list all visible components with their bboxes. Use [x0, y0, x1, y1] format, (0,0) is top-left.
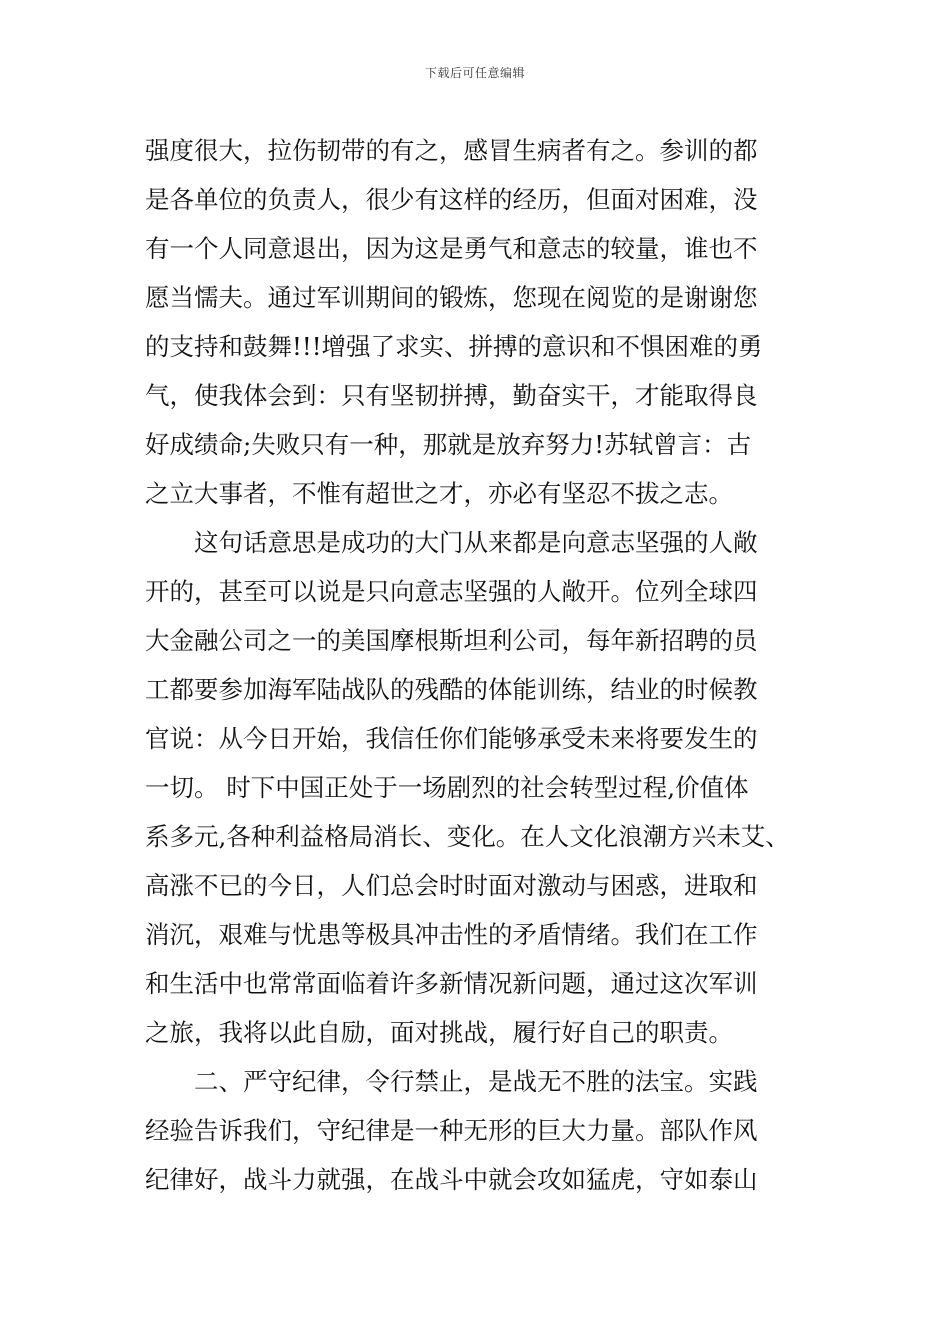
text-line: 消沉，艰难与忧患等极具冲击性的矛盾情绪。我们在工作	[145, 920, 758, 949]
text-line: 气，使我体会到：只有坚韧拼搏，勤奋实干，才能取得良	[145, 381, 758, 410]
text-line: 经验告诉我们，守纪律是一种无形的巨大力量。部队作风	[145, 1116, 758, 1145]
text-line: 开的，甚至可以说是只向意志坚强的人敞开。位列全球四	[145, 577, 758, 606]
text-line: 之立大事者，不惟有超世之才，亦必有坚忍不拔之志。	[145, 479, 733, 508]
text-line: 愿当懦夫。通过军训期间的锻炼，您现在阅览的是谢谢您	[145, 283, 758, 312]
text-line: 之旅，我将以此自励，面对挑战，履行好自己的职责。	[145, 1018, 733, 1047]
text-line: 二、严守纪律，令行禁止，是战无不胜的法宝。实践	[194, 1067, 758, 1096]
text-line: 纪律好，战斗力就强，在战斗中就会攻如猛虎，守如泰山	[145, 1165, 758, 1194]
text-line: 的支持和鼓舞!!!增强了求实、拼搏的意识和不惧困难的勇	[145, 332, 763, 361]
text-line: 和生活中也常常面临着许多新情况新问题，通过这次军训	[145, 969, 758, 998]
text-line: 大金融公司之一的美国摩根斯坦利公司，每年新招聘的员	[145, 626, 758, 655]
text-line: 有一个人同意退出，因为这是勇气和意志的较量，谁也不	[145, 234, 758, 263]
text-line: 系多元,各种利益格局消长、变化。在人文化浪潮方兴未艾、	[145, 822, 790, 851]
text-line: 一切。 时下中国正处于一场剧烈的社会转型过程,价值体	[145, 773, 749, 802]
text-line: 高涨不已的今日，人们总会时时面对激动与困惑，进取和	[145, 871, 758, 900]
paragraph	[145, 126, 815, 518]
paragraph	[145, 518, 815, 1057]
document-body	[145, 126, 815, 1204]
text-line: 官说：从今日开始，我信任你们能够承受未来将要发生的	[145, 724, 758, 753]
text-line: 这句话意思是成功的大门从来都是向意志坚强的人敞	[194, 528, 758, 557]
text-line: 工都要参加海军陆战队的残酷的体能训练，结业的时候教	[145, 675, 758, 704]
paragraph	[145, 1057, 815, 1204]
text-line: 强度很大，拉伤韧带的有之，感冒生病者有之。参训的都	[145, 136, 758, 165]
page-header: 下载后可任意编辑	[424, 66, 525, 80]
text-line: 好成绩命;失败只有一种，那就是放弃努力!苏轼曾言：古	[145, 430, 752, 459]
text-line: 是各单位的负责人，很少有这样的经历，但面对困难，没	[145, 185, 758, 214]
